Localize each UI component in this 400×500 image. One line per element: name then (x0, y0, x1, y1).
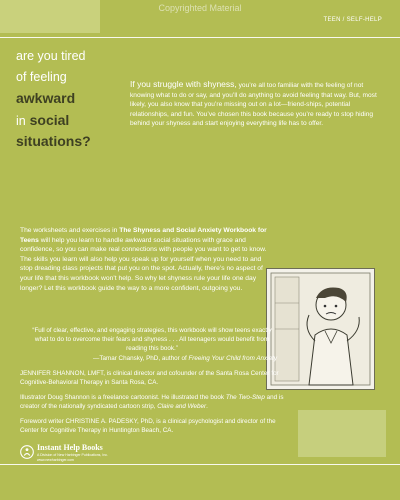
description-paragraph (20, 226, 268, 293)
headline-line-5: situations? (16, 133, 91, 149)
headline-line-3: awkward (16, 90, 76, 106)
quote-attribution (27, 354, 277, 363)
top-rule (0, 37, 400, 38)
publisher-name: Instant Help Books (37, 443, 103, 452)
publisher-division: A Division of New Harbinger Publications, Inc. (37, 453, 109, 457)
illustrator-bio-part-2: and is creator of the nationally syndicated cartoon strip, (20, 394, 284, 410)
instant-help-logo-icon (20, 445, 34, 459)
copyright-watermark: Copyrighted Material (158, 3, 242, 13)
bottom-rule (0, 464, 400, 465)
publisher-tagline (37, 453, 108, 462)
intro-body: you’re all too familiar with the feeling of not knowing what to do or say, and you’ll do anything to avoid feeling that way. But, most likely, you also know that you’re missing out on a lot—friend-ships, potential relationships, and fun. You’ve chosen this book because you’re ready to stop hiding behind your shyness and start enjoying everything life has to offer. (130, 82, 377, 128)
illustrator-bio-part-3: . (206, 402, 208, 410)
illustrator-bio (20, 394, 290, 411)
illustrator-bio-part-1: Illustrator Doug Shannon is a freelance cartoonist. He illustrated the book (20, 394, 226, 401)
testimonial-quote (27, 326, 277, 363)
quote-attr-prefix: —Tamar Chansky, PhD, author of (93, 354, 189, 362)
intro-paragraph (130, 80, 388, 129)
barcode-box (298, 410, 386, 457)
headline-in: in (16, 114, 26, 128)
quote-attr-book: Freeing Your Child from Anxiety (188, 354, 277, 362)
headline-social: social (29, 112, 70, 128)
description-part-1: The worksheets and exercises in (20, 227, 120, 234)
price-box (0, 0, 100, 33)
description-part-2: will help you learn to handle awkward social situations with grace and confidence, so you can make real connections with people you want to get to know. The skills you learn will also help you speak up for yourself when you need to and stop dreading class projects that put you on the spot. Actually, there’s no aspect of your life that this workbook won’t help. So why let shyness rule your life one day longer? Let this workbook guide the way to a more confident, outgoing you. (20, 236, 267, 292)
foreword-bio: Foreword writer CHRISTINE A. PADESKY, PhD, is a clinical psychologist and director of the Center for Cognitive Therapy in Huntington Beach, CA. (20, 418, 276, 434)
category-label: TEEN / SELF-HELP (323, 17, 382, 23)
intro-lead: If you struggle with shyness, (130, 79, 237, 89)
author-bio: JENNIFER SHANNON, LMFT, is clinical director and cofounder of the Santa Rosa Center for Cognitive-Behavioral Therapy in Santa Rosa, CA. (20, 370, 279, 386)
headline-line-2: of feeling (16, 70, 67, 84)
publisher-website: www.newharbinger.com (37, 457, 74, 462)
headline-line-4 (16, 113, 69, 128)
illustrator-book-2: Claire and Weber (157, 402, 207, 410)
book-title: The Shyness and Social Anxiety Workbook for Teens (20, 227, 267, 244)
illustrator-book-1: The Two-Step (225, 394, 265, 401)
headline-line-1: are you tired (16, 49, 86, 63)
quote-text: “Full of clear, effective, and engaging strategies, this workbook will show teens exactly what to do to overcome their fears and shyness . . . All teenagers would benefit from reading this book.” (32, 327, 272, 353)
